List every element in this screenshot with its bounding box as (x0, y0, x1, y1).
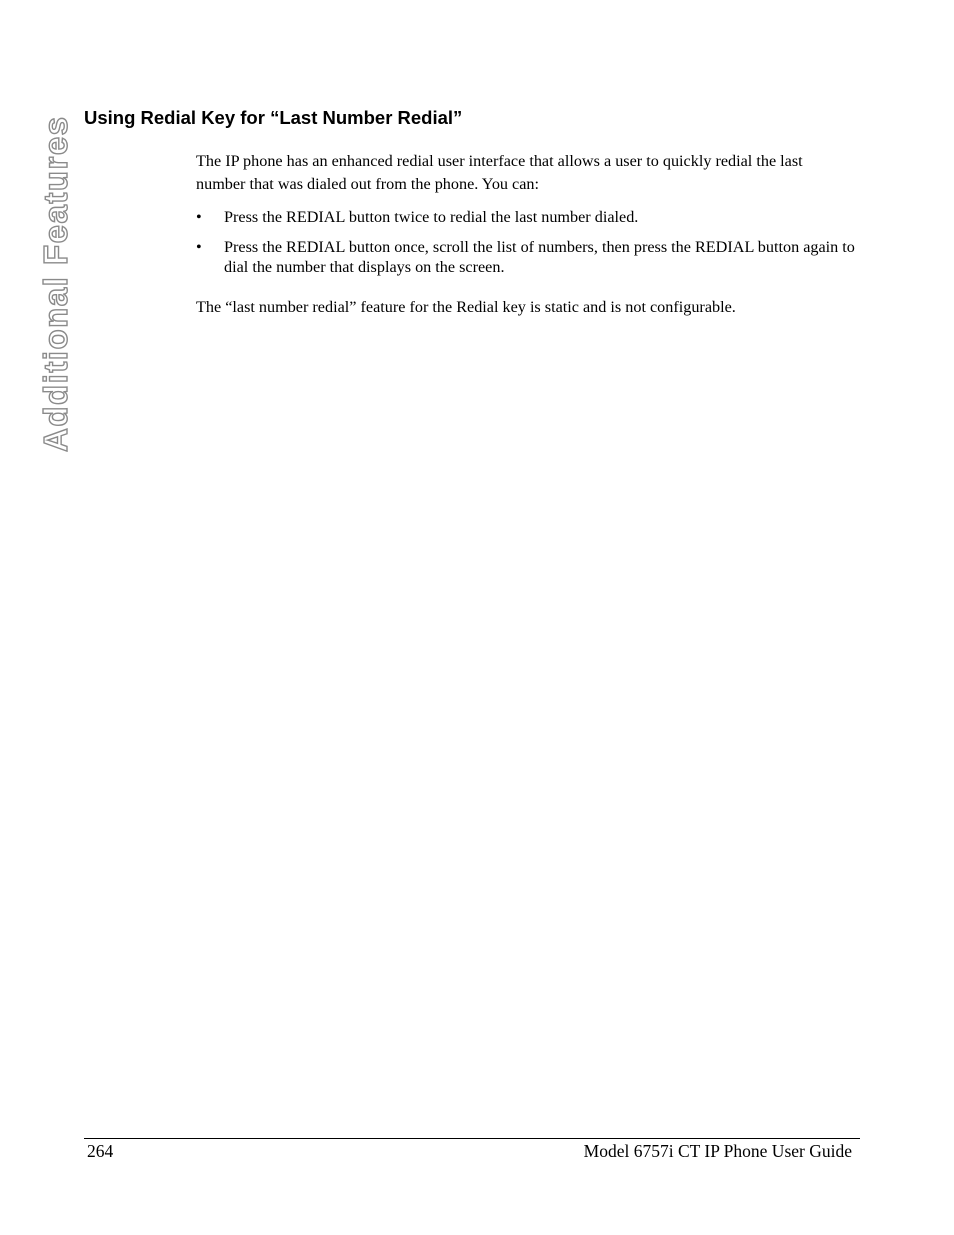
list-item (196, 237, 856, 277)
footer-divider (84, 1138, 860, 1139)
list-item (196, 207, 856, 227)
section-heading: Using Redial Key for “Last Number Redial” (84, 107, 463, 128)
chapter-side-tab-label: Additional Features (37, 115, 74, 452)
bullet-mark: • (196, 208, 202, 226)
closing-paragraph: The “last number redial” feature for the Redial key is static and is not configurable. (196, 298, 736, 316)
list-item-text: Press the REDIAL button once, scroll the list of numbers, then press the REDIAL button again to dial the number that displays on the screen. (224, 238, 855, 276)
intro-paragraph: The IP phone has an enhanced redial user interface that allows a user to quickly redial the last number that was dialed out from the phone. You can: (196, 152, 803, 193)
bullet-mark: • (196, 238, 202, 256)
page-number: 264 (87, 1141, 114, 1161)
list-item-text: Press the REDIAL button twice to redial the last number dialed. (224, 208, 639, 226)
guide-title: Model 6757i CT IP Phone User Guide (583, 1141, 852, 1161)
bullet-list (196, 207, 856, 287)
chapter-side-tab (37, 108, 75, 452)
